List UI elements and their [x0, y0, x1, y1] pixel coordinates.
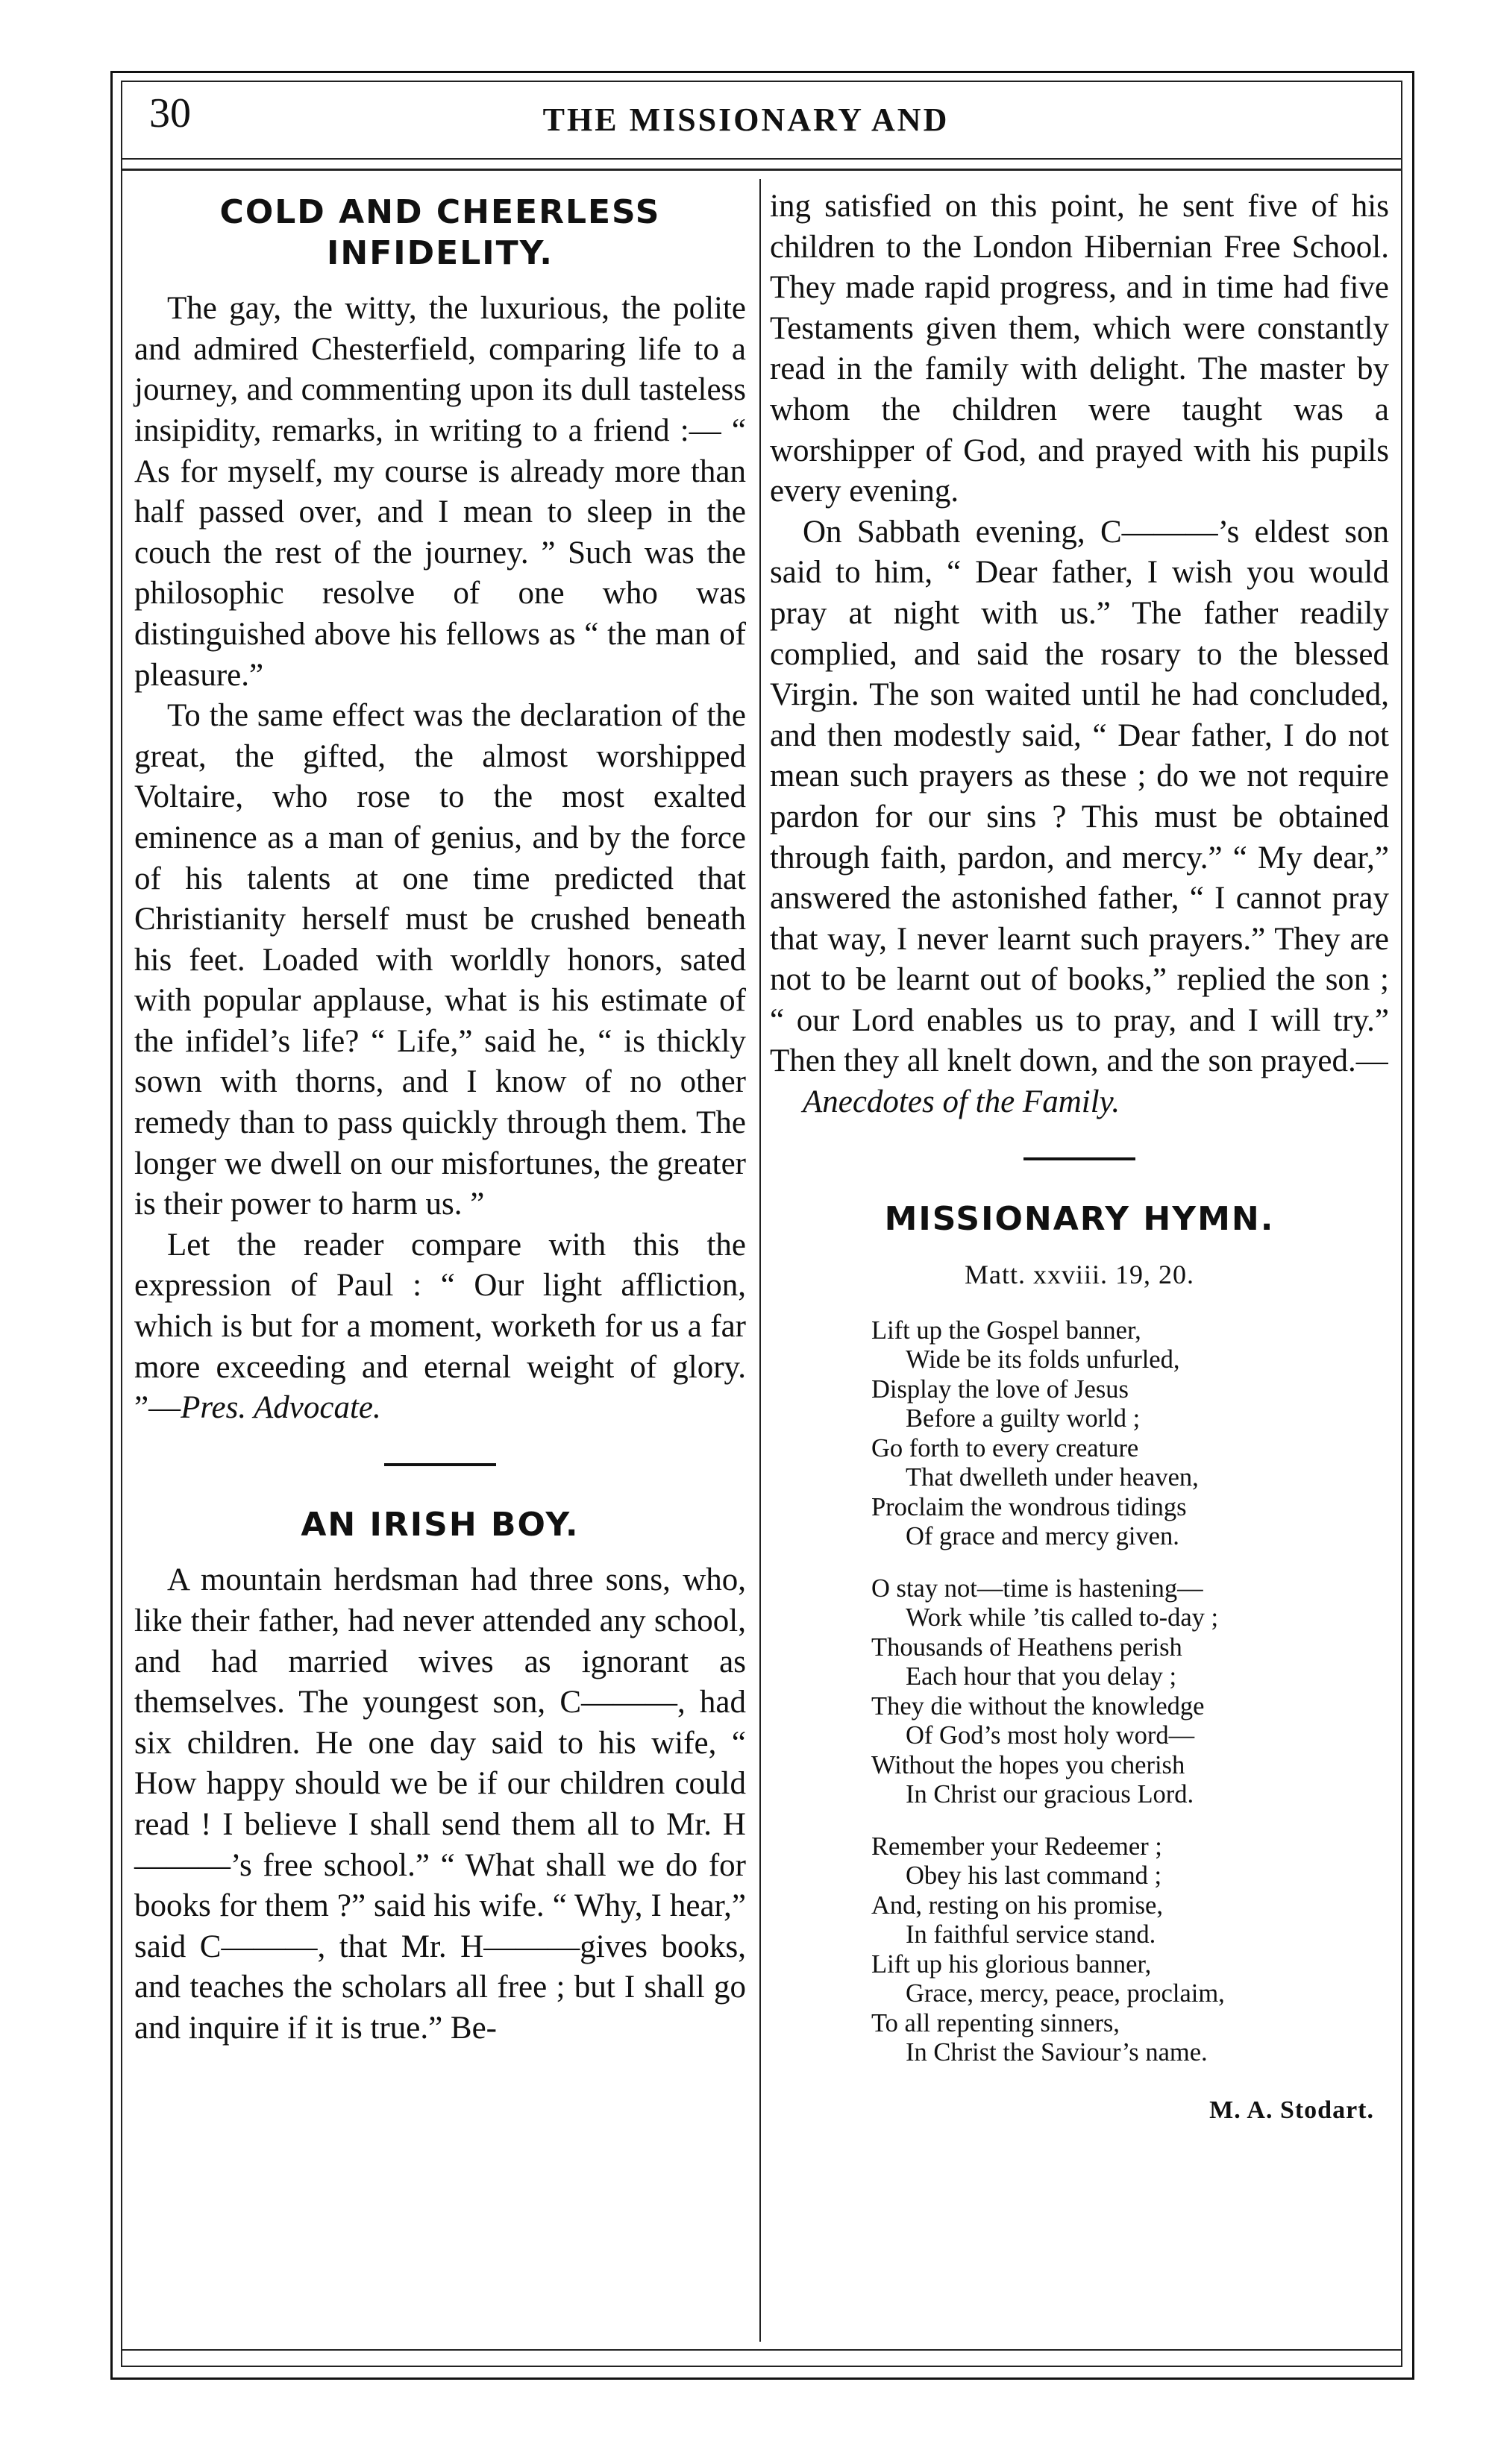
article-title-irish-boy: AN IRISH BOY.	[301, 1505, 580, 1544]
hymn-line: Lift up his glorious banner,	[871, 1949, 1152, 1979]
hymn-line: Wide be its folds unfurled,	[906, 1345, 1180, 1374]
hymn-line: That dwelleth under heaven,	[906, 1463, 1199, 1492]
article-paragraph: A mountain herdsman had three sons, who, like their father, had never attended any school, and had married wives as ignorant as themselves. The youngest son, C———, had six children. He one day said to his wife, “ How happy should we be if our children could read ! I believe I shall send them all to Mr. H———’s free school.” “ What shall we do for books for them ?” said his wife. “ Why, I hear,” said C———, that Mr. H———gives books, and teaches the scholars all free ; but I shall go and inquire if it is true.” Be-	[134, 1562, 746, 2046]
hymn-line: Of God’s most holy word—	[906, 1721, 1195, 1750]
article-paragraph	[770, 512, 1389, 1123]
hymn-line: Go forth to every creature	[871, 1433, 1139, 1462]
header-rule-double	[121, 169, 1401, 171]
hymn-line: Before a guilty world ;	[906, 1404, 1141, 1433]
article-paragraph	[134, 1225, 746, 1429]
hymn-stanza	[770, 1574, 1389, 1810]
hymn-line: In faithful service stand.	[906, 1920, 1156, 1949]
hymn-line: They die without the knowledge	[871, 1691, 1205, 1720]
running-title: THE MISSIONARY AND	[542, 101, 950, 138]
hymn-line: And, resting on his promise,	[871, 1891, 1163, 1920]
hymn-stanza	[770, 1832, 1389, 2068]
left-column	[134, 186, 746, 2049]
hymn-scripture-reference: Matt. xxviii. 19, 20.	[965, 1260, 1194, 1290]
article-paragraph-continued: ing satisfied on this point, he sent five of his children to the London Hibernian Free School. They made rapid progress, and in time had five Testaments given them, which were constantly read in the family with delight. The master by whom the children were taught was a worshipper of God, and prayed with his pupils every evening.	[770, 189, 1389, 509]
hymn-line: Of grace and mercy given.	[906, 1522, 1179, 1551]
hymn-stanza	[770, 1316, 1389, 1552]
hymn-line: Each hour that you delay ;	[906, 1662, 1177, 1691]
article-paragraph: To the same effect was the declaration of the great, the gifted, the almost worshipped Voltaire, who rose to the most exalted eminence as a man of genius, and by the force of his talents at one time predicted that Christianity herself must be crushed beneath his feet. Loaded with worldly honors, sated with popular applause, what is his estimate of the infidel’s life? “ Life,” said he, “ is thickly sown with thorns, and I know of no other remedy than to pass quickly through them. The longer we dwell on our misfortunes, the greater is their power to harm us. ”	[134, 698, 746, 1222]
footer-rule	[121, 2349, 1401, 2351]
article-source: Anecdotes of the Family.	[803, 1084, 1120, 1120]
hymn-title: MISSIONARY HYMN.	[884, 1199, 1275, 1238]
right-column	[770, 186, 1389, 2131]
column-divider	[759, 179, 761, 2342]
hymn-line: To all repenting sinners,	[871, 2008, 1120, 2037]
paragraph-text: Let the reader compare with this the expression of Paul : “ Our light affliction, which is but for a moment, worketh for us a far more exceeding and eternal weight of glory. ”—	[134, 1227, 746, 1426]
hymn-line: Lift up the Gospel banner,	[871, 1316, 1141, 1345]
hymn-line: Display the love of Jesus	[871, 1374, 1129, 1404]
hymn-line: Obey his last command ;	[906, 1861, 1162, 1891]
article-title-infidelity: COLD AND CHEERLESS INFIDELITY.	[219, 193, 661, 272]
hymn-line: Work while ’tis called to-day ;	[906, 1603, 1219, 1632]
hymn-line: In Christ the Saviour’s name.	[906, 2038, 1208, 2067]
paragraph-text: On Sabbath evening, C———’s eldest son said to him, “ Dear father, I wish you would pray at night with us.” The father readily complied, and said the rosary to the blessed Virgin. The son waited until he had concluded, and then modestly said, “ Dear father, I do not mean such prayers as these ; do we not require pardon for our sins ? This must be obtained through faith, pardon, and mercy.” “ My dear,” answered the astonished father, “ I cannot pray that way, I never learnt such prayers.” They are not to be learnt out of books,” replied the son ; “ our Lord enables us to pray, and I will try.” Then they all knelt down, and the son prayed.—	[770, 514, 1389, 1079]
hymn-line: Thousands of Heathens perish	[871, 1632, 1182, 1662]
hymn-line: Remember your Redeemer ;	[871, 1832, 1162, 1861]
hymn-line: O stay not—time is hastening—	[871, 1574, 1203, 1603]
hymn-line: Proclaim the wondrous tidings	[871, 1492, 1187, 1521]
hymn-author: M. A. Stodart.	[1209, 2096, 1374, 2124]
hymn-line: Grace, mercy, peace, proclaim,	[906, 1979, 1225, 2008]
article-source: Pres. Advocate.	[181, 1390, 381, 1426]
section-separator	[384, 1463, 496, 1466]
hymn-line: Without the hopes you cherish	[871, 1750, 1185, 1779]
section-separator	[1023, 1157, 1135, 1160]
header-rule	[121, 158, 1401, 160]
page-number: 30	[149, 90, 191, 136]
article-paragraph: The gay, the witty, the luxurious, the polite and admired Chesterfield, comparing life to a journey, and commenting upon its dull tasteless insipidity, remarks, in writing to a friend :— “ As for myself, my course is already more than half passed over, and I mean to sleep in the couch the rest of the journey. ” Such was the philosophic resolve of one who was distinguished above his fellows as “ the man of pleasure.”	[134, 291, 746, 693]
hymn-line: In Christ our gracious Lord.	[906, 1780, 1194, 1809]
